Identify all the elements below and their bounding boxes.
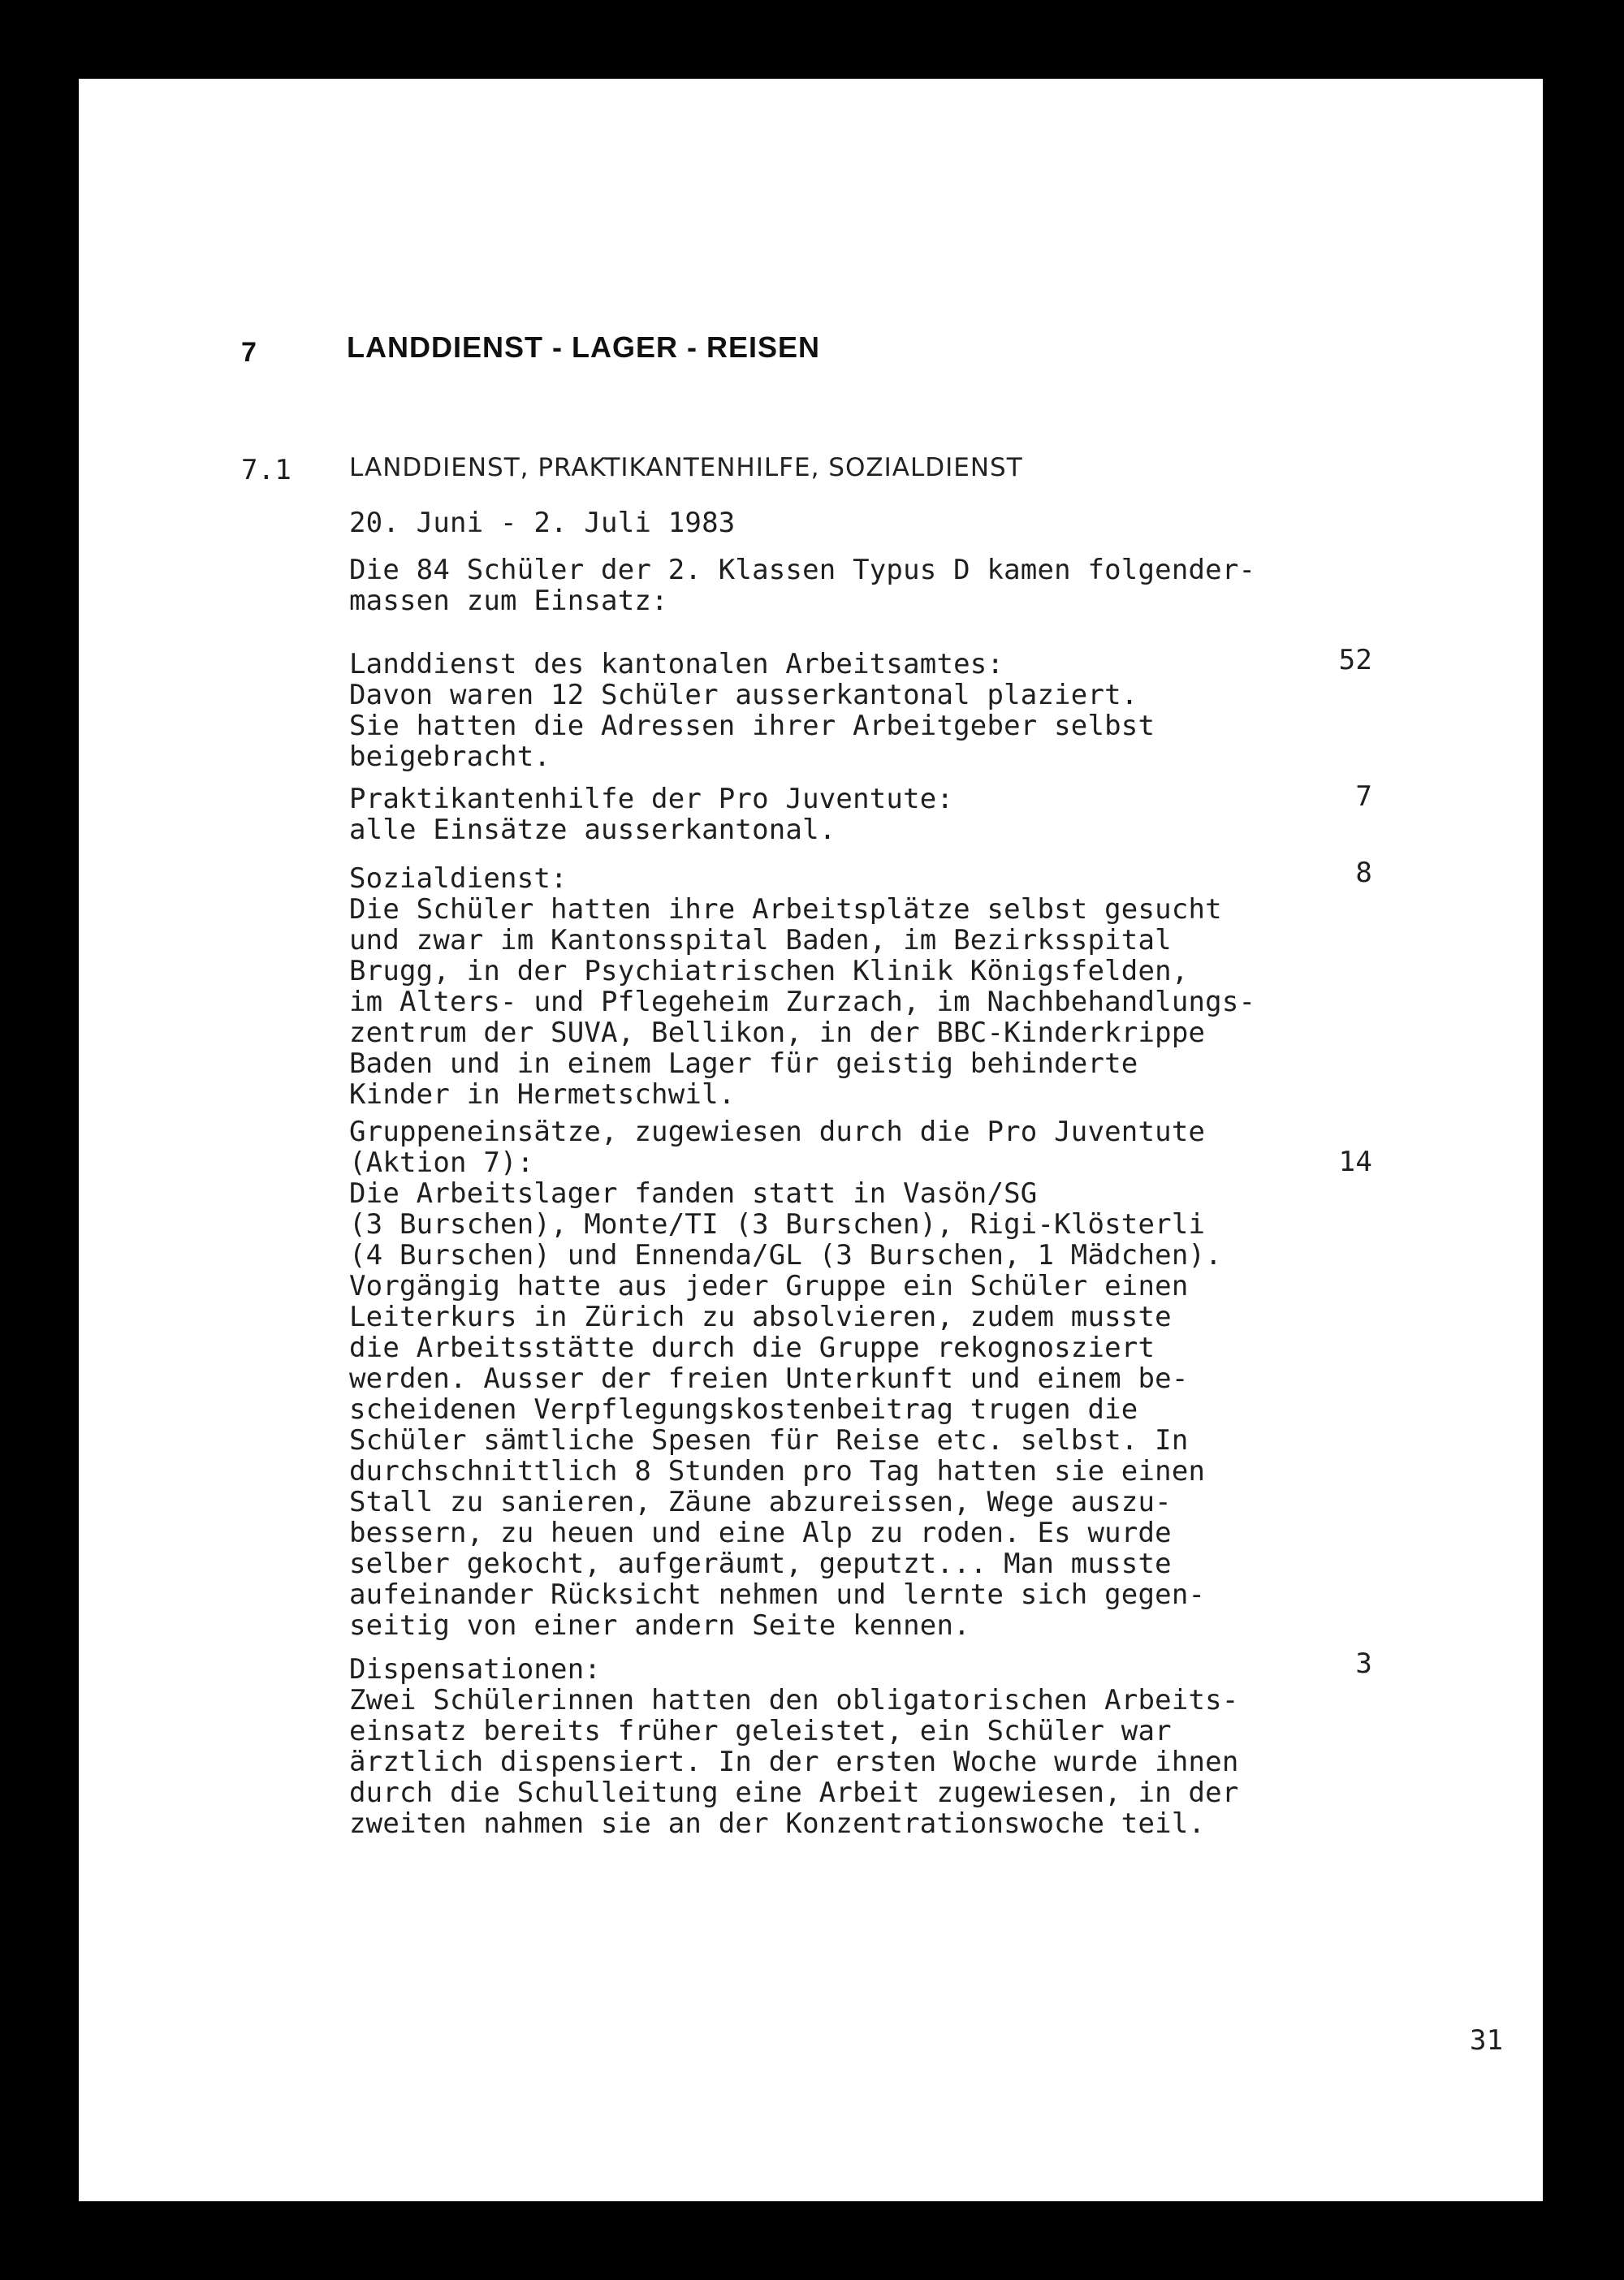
intro-line: Die 84 Schüler der 2. Klassen Typus D kamen folgender- (349, 554, 1256, 586)
entry-line: Die Arbeitslager fanden statt in Vasön/SG (349, 1177, 1038, 1210)
entry-line: aufeinander Rücksicht nehmen und lernte sich gegen- (349, 1578, 1206, 1611)
entry-count: 3 (1355, 1647, 1372, 1680)
entry-line: Stall zu sanieren, Zäune abzureissen, Wege auszu- (349, 1486, 1172, 1518)
entry-line: Leiterkurs in Zürich zu absolvieren, zudem musste (349, 1301, 1172, 1333)
document-page (79, 79, 1543, 2201)
entry-count: 14 (1338, 1146, 1372, 1178)
entry-line: die Arbeitsstätte durch die Gruppe rekognosziert (349, 1332, 1155, 1364)
entry-line: bessern, zu heuen und eine Alp zu roden. Es wurde (349, 1517, 1172, 1549)
page-number: 31 (1470, 2024, 1504, 2057)
entry-line: beigebracht. (349, 741, 551, 773)
entry-count: 52 (1338, 644, 1372, 676)
entry-line: Gruppeneinsätze, zugewiesen durch die Pro Juventute (349, 1116, 1206, 1148)
entry-line: zweiten nahmen sie an der Konzentrationswoche teil. (349, 1807, 1206, 1840)
entry-line: durchschnittlich 8 Stunden pro Tag hatten sie einen (349, 1455, 1206, 1488)
entry-count: 8 (1355, 857, 1372, 889)
entry-line: zentrum der SUVA, Bellikon, in der BBC-Kinderkrippe (349, 1017, 1206, 1049)
entry-line: ärztlich dispensiert. In der ersten Woche wurde ihnen (349, 1746, 1239, 1778)
entry-line: Dispensationen: (349, 1653, 602, 1686)
entry-line: (4 Burschen) und Ennenda/GL (3 Burschen, 1 Mädchen). (349, 1239, 1222, 1272)
entry-line: Brugg, in der Psychiatrischen Klinik Königsfelden, (349, 955, 1189, 987)
entry-line: Sozialdienst: (349, 862, 568, 895)
entry-line: Baden und in einem Lager für geistig behinderte (349, 1047, 1138, 1080)
entry-line: Davon waren 12 Schüler ausserkantonal plaziert. (349, 679, 1138, 711)
entry-line: seitig von einer andern Seite kennen. (349, 1609, 970, 1642)
entry-line: im Alters- und Pflegeheim Zurzach, im Nachbehandlungs- (349, 986, 1256, 1018)
section-number: 7.1 (241, 454, 292, 486)
intro-paragraph (349, 555, 1356, 616)
entry-line: Vorgängig hatte aus jeder Gruppe ein Schüler einen (349, 1270, 1189, 1302)
entry-line: Zwei Schülerinnen hatten den obligatorischen Arbeits- (349, 1684, 1239, 1716)
entry-landdienst (349, 649, 1356, 772)
entry-sozialdienst (349, 863, 1356, 1110)
chapter-number: 7 (241, 337, 257, 368)
entry-line: durch die Schulleitung eine Arbeit zugewiesen, in der (349, 1777, 1239, 1809)
entry-praktikantenhilfe (349, 784, 1356, 845)
entry-line: Landdienst des kantonalen Arbeitsamtes: (349, 648, 1004, 680)
entry-dispensationen (349, 1654, 1356, 1839)
entry-line: (Aktion 7): (349, 1146, 534, 1179)
entry-line: Die Schüler hatten ihre Arbeitsplätze selbst gesucht (349, 893, 1222, 926)
entry-line: und zwar im Kantonsspital Baden, im Bezirksspital (349, 924, 1172, 956)
date-text: 20. Juni - 2. Juli 1983 (349, 507, 736, 539)
entry-gruppeneinsaetze (349, 1116, 1356, 1641)
entry-count: 7 (1355, 780, 1372, 813)
entry-line: Kinder in Hermetschwil. (349, 1078, 736, 1111)
intro-line: massen zum Einsatz: (349, 585, 668, 617)
entry-line: Schüler sämtliche Spesen für Reise etc. selbst. In (349, 1424, 1189, 1457)
chapter-title: LANDDIENST - LAGER - REISEN (347, 330, 821, 364)
entry-line: alle Einsätze ausserkantonal. (349, 814, 836, 846)
entry-line: Sie hatten die Adressen ihrer Arbeitgeber selbst (349, 710, 1155, 742)
entry-line: einsatz bereits früher geleistet, ein Schüler war (349, 1715, 1172, 1747)
date-line (349, 507, 1356, 538)
entry-line: scheidenen Verpflegungskostenbeitrag trugen die (349, 1393, 1138, 1426)
entry-line: selber gekocht, aufgeräumt, geputzt... Man musste (349, 1548, 1172, 1580)
entry-line: (3 Burschen), Monte/TI (3 Burschen), Rigi-Klösterli (349, 1208, 1206, 1241)
entry-line: werden. Ausser der freien Unterkunft und einem be- (349, 1362, 1189, 1395)
section-title: LANDDIENST, PRAKTIKANTENHILFE, SOZIALDIENST (349, 453, 1023, 482)
entry-line: Praktikantenhilfe der Pro Juventute: (349, 783, 954, 815)
